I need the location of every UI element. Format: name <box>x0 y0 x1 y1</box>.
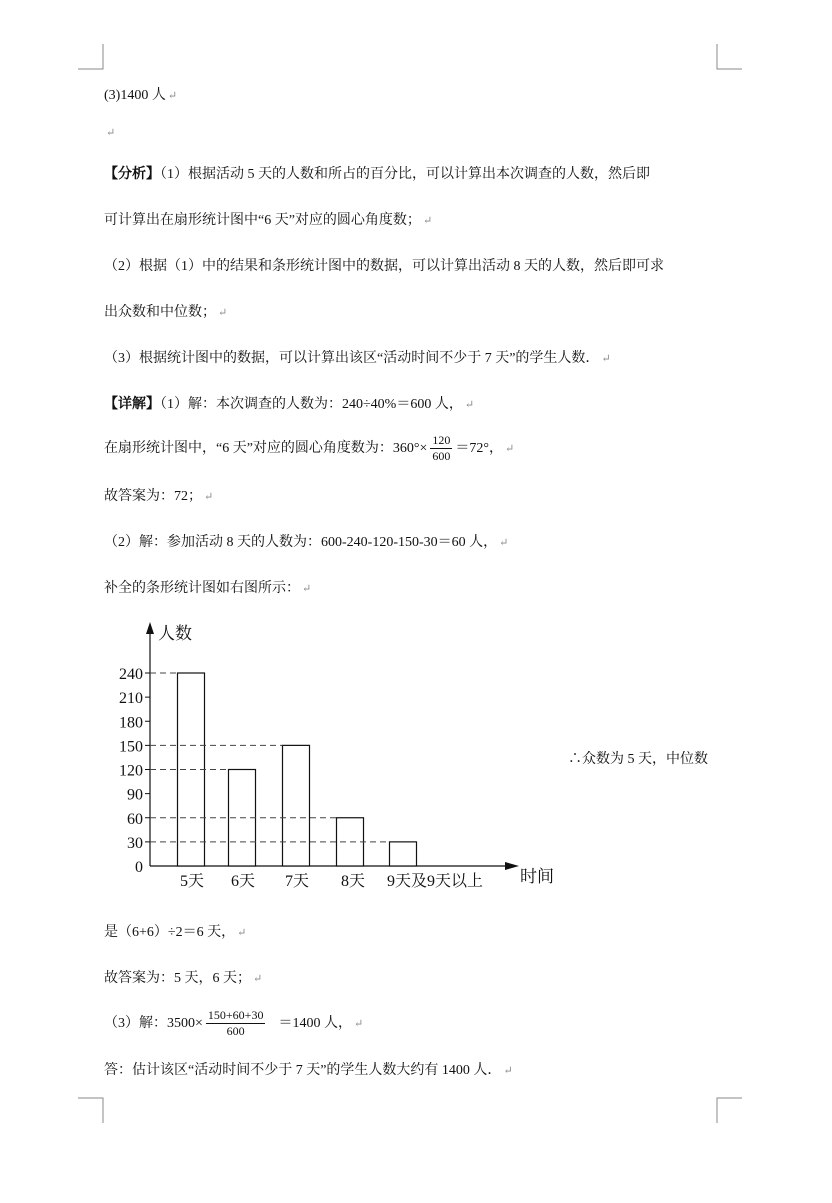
y-tick-label: 0 <box>135 859 143 876</box>
bar <box>390 842 417 866</box>
crop-mark-bottom-right <box>716 1097 742 1123</box>
x-tick-label: 7天 <box>284 873 310 890</box>
detail-line-5: 补全的条形统计图如右图所示： ↵ <box>104 581 312 596</box>
y-tick-label: 90 <box>127 786 143 804</box>
y-tick-label: 120 <box>119 762 143 780</box>
y-tick-label: 30 <box>127 834 143 852</box>
x-tick-label: 8天 <box>340 873 366 890</box>
paragraph-mark: ↵ <box>167 90 178 102</box>
y-tick-label: 180 <box>119 714 143 732</box>
detail-line-1: 【详解】（1）解：本次调查的人数为：240÷40%＝600 人， ↵ <box>104 397 475 412</box>
paragraph-mark: ↵ <box>106 127 116 139</box>
y-axis-label: 人数 <box>158 624 192 643</box>
analysis-line-1: 【分析】（1）根据活动 5 天的人数和所占的百分比，可以计算出本次调查的人数，然后即 <box>104 167 650 182</box>
y-tick-label: 210 <box>119 690 143 708</box>
detail-line-4: （2）解：参加活动 8 天的人数为：600-240-120-150-30＝60 人， ↵ <box>104 535 509 550</box>
fraction-120-600: $\frac{120}{600}$ <box>432 433 451 464</box>
x-axis-label: 时间 <box>520 867 554 886</box>
empty-paragraph <box>104 123 115 143</box>
paragraph-mark: ↵ <box>353 1018 364 1030</box>
bar <box>283 745 310 866</box>
detail-line-6: 是（6+6）÷2＝6 天， ↵ <box>104 925 247 940</box>
analysis-line-2b: 出众数和中位数； ↵ <box>104 305 228 320</box>
detail-label: 【详解】 <box>104 397 160 412</box>
detail-line-8: （3）解：3500× $\frac{150+60+30}{600}$ ＝1400 人， ↵ <box>104 1008 364 1039</box>
crop-mark-top-left <box>78 44 104 70</box>
paragraph-mark: ↵ <box>503 1065 513 1077</box>
mode-median-text: ∴众数为 5 天，中位数 <box>568 752 708 767</box>
analysis-line-3: （3）根据统计图中的数据，可以计算出该区“活动时间不少于 7 天”的学生人数． ↵ <box>104 351 611 366</box>
x-axis-arrow <box>505 862 519 870</box>
bar-chart <box>95 612 565 897</box>
paragraph-mark: ↵ <box>218 307 228 319</box>
detail-line-3: 故答案为：72； ↵ <box>104 489 214 504</box>
paragraph-mark: ↵ <box>505 443 515 455</box>
paragraph-mark: ↵ <box>499 537 509 549</box>
detail-line-9: 答：估计该区“活动时间不少于 7 天”的学生人数大约有 1400 人． ↵ <box>104 1063 513 1078</box>
paragraph-mark: ↵ <box>464 399 475 411</box>
detail-line-2: 在扇形统计图中，“6 天”对应的圆心角度数为：360°× $\frac{120}{600}$ ＝72°， ↵ <box>104 433 515 464</box>
crop-mark-top-right <box>716 44 742 70</box>
analysis-line-1b: 可计算出在扇形统计图中“6 天”对应的圆心角度数； ↵ <box>104 213 433 228</box>
paragraph-mark: ↵ <box>601 353 611 365</box>
y-tick-label: 240 <box>119 666 143 683</box>
crop-mark-bottom-left <box>78 1097 104 1123</box>
x-tick-label: 5天 <box>179 873 205 890</box>
paragraph-mark: ↵ <box>204 491 214 503</box>
x-tick-label: 6天 <box>230 873 256 890</box>
paragraph-mark: ↵ <box>422 215 433 227</box>
analysis-label: 【分析】 <box>104 167 160 182</box>
fraction-240-600: $\frac{150+60+30}{600}$ <box>207 1008 264 1039</box>
analysis-line-2: （2）根据（1）中的结果和条形统计图中的数据，可以计算出活动 8 天的人数，然后即可求 <box>104 259 664 274</box>
y-tick-label: 150 <box>119 738 143 756</box>
detail-line-7: 故答案为：5 天，6 天； ↵ <box>104 971 263 986</box>
y-tick-label: 60 <box>127 810 143 828</box>
x-tick-label: 9天及9天以上 <box>386 873 484 890</box>
answer-line-3: (3)1400 人 ↵ <box>104 88 178 103</box>
y-axis-arrow <box>146 622 154 634</box>
paragraph-mark: ↵ <box>237 927 247 939</box>
paragraph-mark: ↵ <box>253 973 263 985</box>
paragraph-mark: ↵ <box>302 583 312 595</box>
